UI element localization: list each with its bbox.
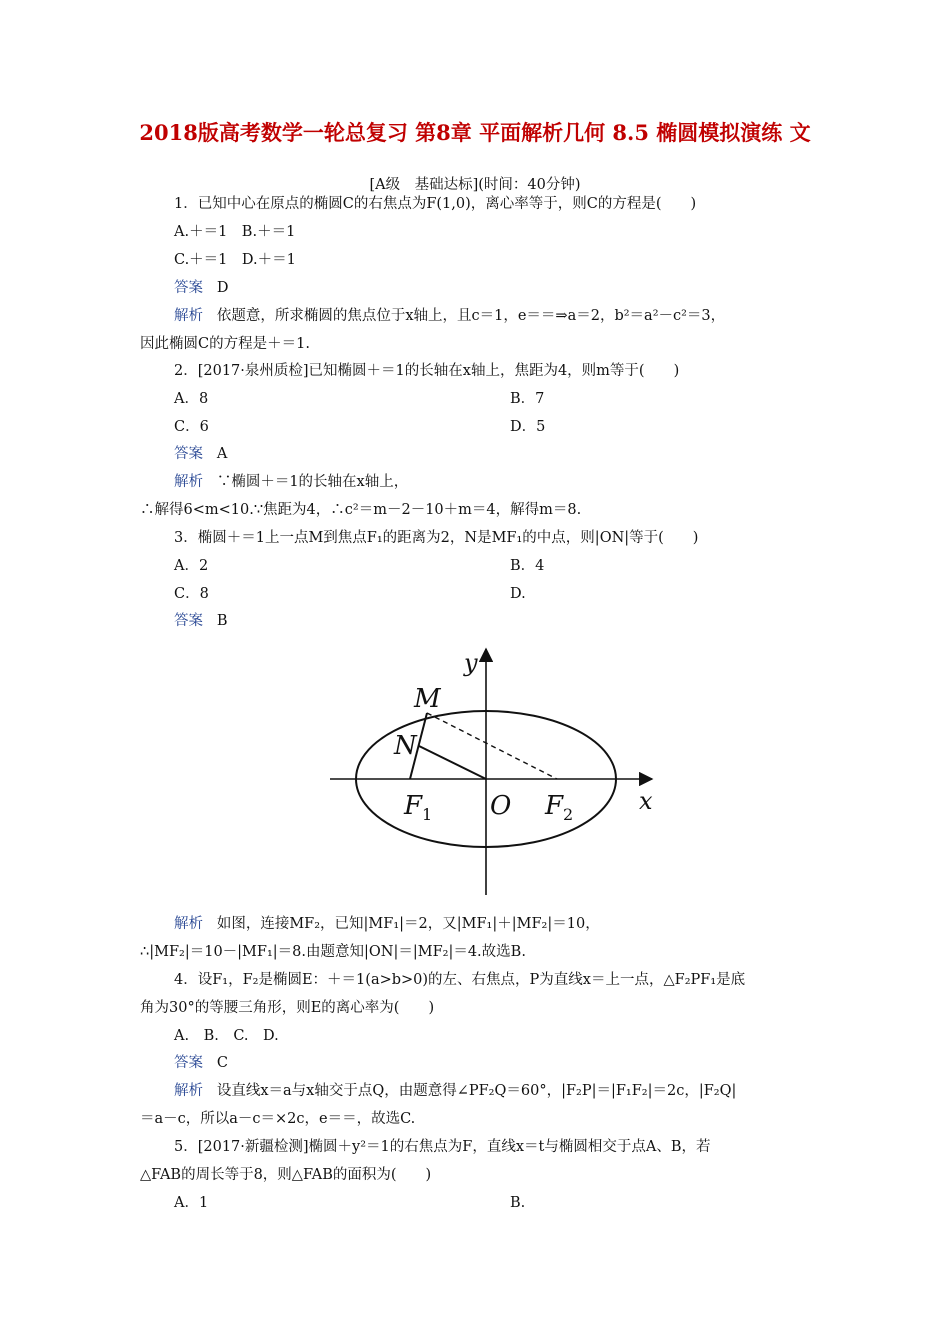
q2-answer-line: [140, 444, 846, 464]
q2-answer: A: [216, 446, 228, 462]
q2-option-c: C．6: [174, 419, 209, 435]
label-f2: [544, 791, 573, 824]
analysis-label: 解析: [174, 474, 203, 490]
q3-analysis-cont: ∴|MF₂|＝10－|MF₁|＝8.由题意知|ON|＝|MF₂|＝4.故选B.: [140, 944, 526, 960]
analysis-label: 解析: [174, 1083, 203, 1099]
q3-option-b: B．4: [510, 558, 545, 574]
q1-answer-line: [140, 278, 846, 298]
ellipse-figure: [312, 637, 662, 899]
q2-stem: 2．[2017·泉州质检]已知椭圆＋＝1的长轴在x轴上，焦距为4，则m等于( ): [174, 363, 680, 379]
q5-option-a: A．1: [174, 1195, 209, 1211]
q4-stem: 4．设F₁，F₂是椭圆E：＋＝1(a>b>0)的左、右焦点，P为直线x＝上一点，△F₂PF₁是底: [174, 972, 746, 988]
q3-answer-line: [140, 611, 846, 631]
q3-answer: B: [216, 613, 228, 629]
q5-stem: 5．[2017·新疆检测]椭圆＋y²＝1的右焦点为F，直线x＝t与椭圆相交于点A、B，若: [174, 1139, 711, 1155]
label-m: M: [414, 684, 441, 714]
q3-analysis-line: [140, 914, 846, 934]
answer-label: 答案: [174, 446, 203, 462]
label-f1: [403, 791, 432, 824]
label-f1-letter: F: [404, 791, 423, 821]
q5-stem-cont: △FAB的周长等于8，则△FAB的面积为( ): [140, 1167, 432, 1183]
q2-analysis-cont: ∴解得6<m<10.∵焦距为4，∴c²＝m－2－10＋m＝4，解得m＝8.: [140, 502, 582, 518]
q1-stem: 1．已知中心在原点的椭圆C的右焦点为F(1,0)，离心率等于，则C的方程是( ): [174, 196, 697, 212]
analysis-label: 解析: [174, 308, 203, 324]
document-title: 2018版高考数学一轮总复习 第8章 平面解析几何 8.5 椭圆模拟演练 文: [139, 120, 811, 145]
q3-analysis-text: 如图，连接MF₂，已知|MF₁|＝2，又|MF₁|＋|MF₂|＝10，: [216, 916, 600, 932]
q5-options-ab: [140, 1193, 846, 1213]
segment-no: [419, 746, 486, 779]
q1-answer: D: [216, 280, 229, 296]
q3-options-ab: [140, 556, 846, 576]
q2-options-ab: [140, 389, 846, 409]
segment-mf2-dashed: [427, 713, 557, 779]
q2-options-cd: [140, 417, 846, 437]
q2-analysis-text: ∵椭圆＋＝1的长轴在x轴上，: [216, 474, 409, 490]
q3-option-a: A．2: [174, 558, 209, 574]
q1-analysis-cont: 因此椭圆C的方程是＋＝1.: [140, 336, 310, 352]
q5-option-b: B.: [510, 1195, 526, 1211]
q3-options-cd: [140, 584, 846, 604]
label-f1-subscript: 1: [422, 805, 433, 824]
analysis-label: 解析: [174, 916, 203, 932]
label-x: x: [639, 787, 653, 815]
q2-analysis-line: [140, 472, 846, 492]
q4-analysis-line: [140, 1081, 846, 1101]
answer-label: 答案: [174, 280, 203, 296]
q1-analysis-line: [140, 306, 846, 326]
q4-options: A. B. C. D.: [174, 1028, 279, 1044]
label-y: y: [464, 649, 478, 677]
label-o: O: [490, 791, 512, 821]
q4-stem-cont: 角为30°的等腰三角形，则E的离心率为( ): [140, 1000, 435, 1016]
q1-options-ab: A.＋＝1 B.＋＝1: [174, 224, 296, 240]
answer-label: 答案: [174, 613, 203, 629]
q4-analysis-text: 设直线x＝a与x轴交于点Q，由题意得∠PF₂Q＝60°，|F₂P|＝|F₁F₂|＝2c，|F₂Q|: [216, 1083, 737, 1099]
answer-label: 答案: [174, 1055, 203, 1071]
label-f2-letter: F: [545, 791, 564, 821]
q1-options-cd: C.＋＝1 D.＋＝1: [174, 252, 296, 268]
q4-answer: C: [216, 1055, 228, 1071]
q4-answer-line: [140, 1053, 846, 1073]
label-f2-subscript: 2: [563, 805, 574, 824]
label-n: N: [394, 731, 417, 761]
q4-analysis-cont: ＝a－c，所以a－c＝×2c，e＝＝，故选C.: [140, 1111, 416, 1127]
q1-analysis-text: 依题意，所求椭圆的焦点位于x轴上，且c＝1，e＝＝⇒a＝2，b²＝a²－c²＝3，: [216, 308, 726, 324]
q3-option-c: C．8: [174, 586, 209, 602]
q2-option-d: D．5: [510, 419, 546, 435]
q2-option-a: A．8: [174, 391, 209, 407]
q2-option-b: B．7: [510, 391, 545, 407]
q3-stem: 3．椭圆＋＝1上一点M到焦点F₁的距离为2，N是MF₁的中点，则|ON|等于( ): [174, 530, 699, 546]
q3-option-d: D.: [510, 586, 526, 602]
section-subtitle: [A级 基础达标](时间：40分钟): [369, 177, 581, 193]
